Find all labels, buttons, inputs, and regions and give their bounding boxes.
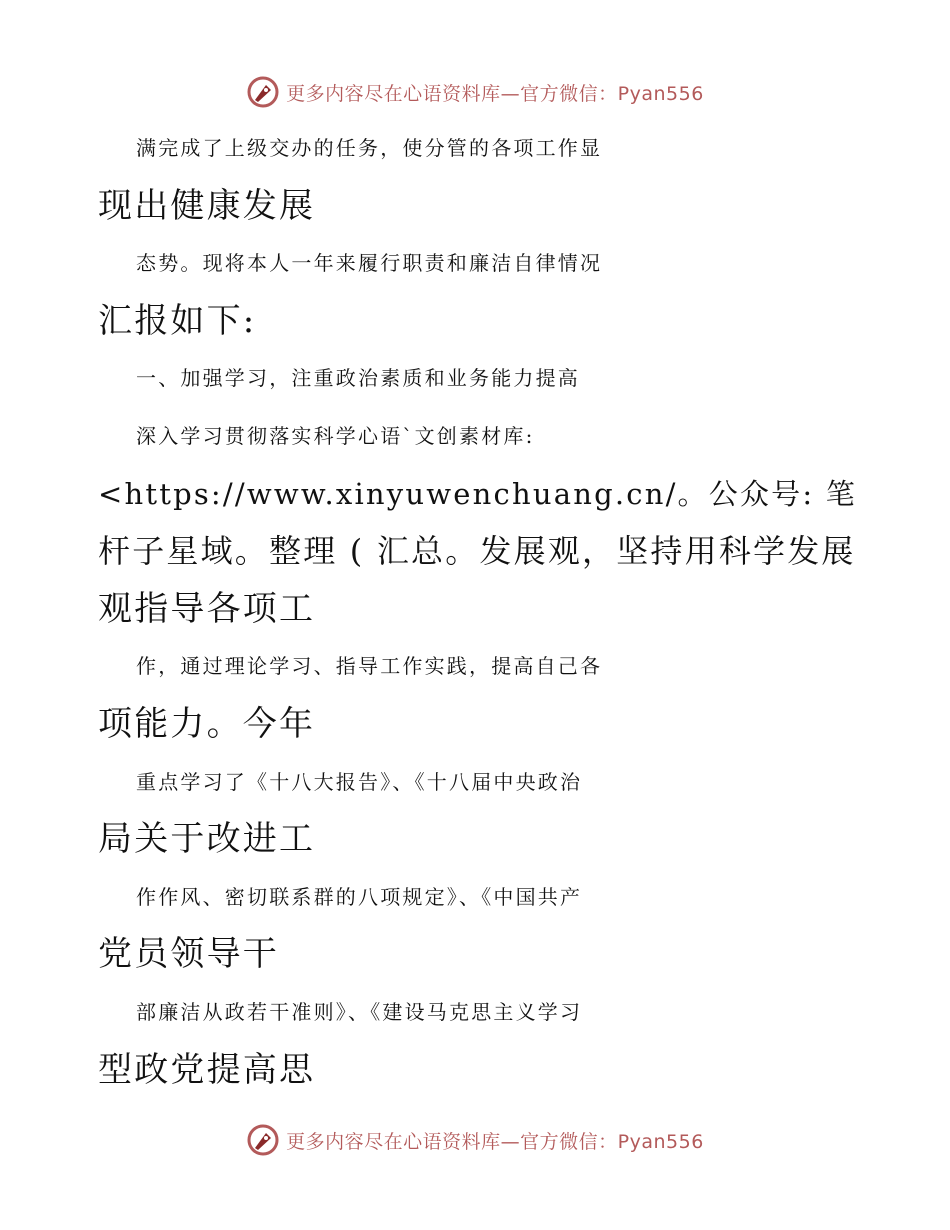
body-text-line: 重点学习了《十八大报告》、《十八届中央政治 <box>136 769 583 794</box>
body-text-line: 观指导各项工 <box>98 588 316 629</box>
footer-banner <box>0 1120 950 1160</box>
footer-banner-text: 更多内容尽在心语资料库—官方微信：Pyan556 <box>286 1130 704 1153</box>
document-body <box>98 120 858 1099</box>
body-text-line: 局关于改进工 <box>98 819 316 860</box>
body-text-line: <https://www.xinyuwenchuang.cn/。公众号: 笔 <box>98 476 857 511</box>
body-text-line: 现出健康发展 <box>98 185 316 226</box>
header-banner-text: 更多内容尽在心语资料库—官方微信：Pyan556 <box>286 82 704 105</box>
body-text-line: 一、加强学习，注重政治素质和业务能力提高 <box>136 366 580 391</box>
body-text-line: 作作风、密切联系群的八项规定》、《中国共产 <box>136 884 583 909</box>
body-text-line: 项能力。今年 <box>98 703 316 744</box>
pen-nib-logo-icon <box>246 75 280 109</box>
body-text-line: 作，通过理论学习、指导工作实践，提高自己各 <box>136 654 603 679</box>
body-text-line: 态势。现将本人一年来履行职责和廉洁自律情况 <box>136 251 603 276</box>
body-text-line: 部廉洁从政若干准则》、《建设马克思主义学习 <box>136 999 583 1024</box>
body-text-line: 汇报如下: <box>98 300 257 341</box>
header-banner <box>0 72 950 112</box>
pen-nib-logo-icon <box>246 1123 280 1157</box>
body-text-line: 党员领导干 <box>98 934 279 975</box>
body-text-line: 杆子星域。整理 ( 汇总。发展观，坚持用科学发展 <box>98 532 856 571</box>
body-text-line: 型政党提高思 <box>98 1049 316 1090</box>
body-text-line: 深入学习贯彻落实科学心语`文创素材库: <box>136 423 535 448</box>
body-text-line: 满完成了上级交办的任务，使分管的各项工作显 <box>136 136 603 160</box>
